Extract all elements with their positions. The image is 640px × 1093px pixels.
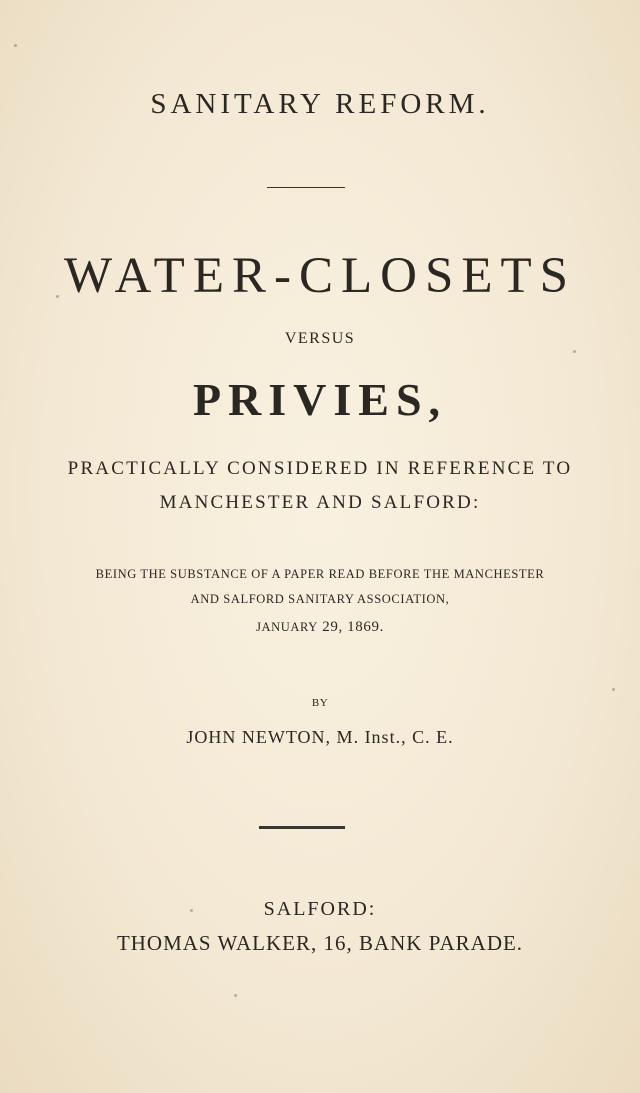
date-day-year: 29, 1869.	[322, 619, 384, 635]
occasion-line-1: BEING THE SUBSTANCE OF A PAPER READ BEFORE THE MANCHESTER	[95, 567, 545, 581]
occasion-line-2: AND SALFORD SANITARY ASSOCIATION,	[190, 592, 450, 606]
description-line-2: MANCHESTER AND SALFORD:	[159, 492, 481, 513]
date-month: JANUARY	[256, 620, 318, 634]
series-title: SANITARY REFORM.	[150, 88, 490, 120]
imprint-printer: THOMAS WALKER, 16, BANK PARADE.	[116, 931, 524, 955]
by-label: BY	[311, 697, 329, 709]
sub-title: PRIVIES,	[192, 374, 448, 425]
paper-speck	[573, 350, 576, 353]
paper-speck	[14, 44, 17, 47]
description-line-1: PRACTICALLY CONSIDERED IN REFERENCE TO	[67, 458, 573, 479]
thick-rule	[259, 826, 345, 829]
author-name: JOHN NEWTON, M. Inst., C. E.	[186, 727, 454, 747]
paper-speck	[56, 295, 59, 298]
versus-label: VERSUS	[284, 330, 356, 347]
short-rule	[267, 187, 345, 188]
main-title: WATER-CLOSETS	[64, 248, 576, 304]
paper-speck	[190, 909, 193, 912]
occasion-date	[0, 619, 640, 636]
paper-speck	[612, 688, 615, 691]
paper-speck	[234, 994, 237, 997]
imprint-place: SALFORD:	[263, 898, 377, 920]
